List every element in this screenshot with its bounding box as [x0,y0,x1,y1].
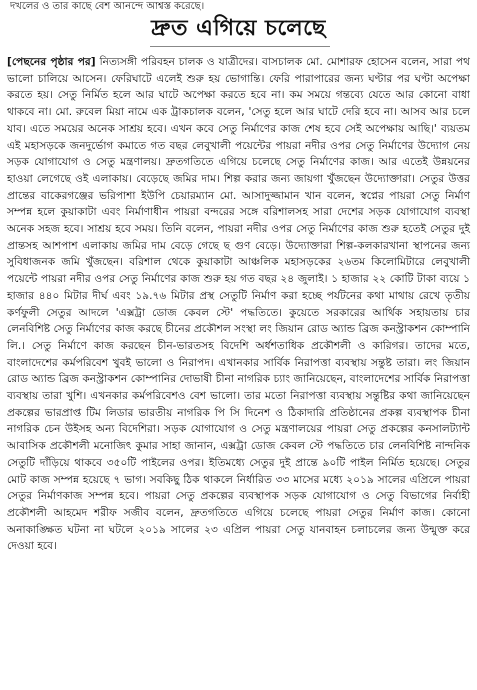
previous-column-line: দখলের ও তার কাছে বেশ আনন্দে আশ্বস্ত করেছে। [10,1,205,12]
article-paragraph [7,54,470,555]
article-body [7,54,470,555]
headline: দ্রুত এগিয়ে চলেছে [151,16,326,41]
headline-divider [150,46,330,47]
continuation-kicker: [পেছনের পৃষ্ঠার পর] [7,56,96,68]
article-text: নিত্যসঙ্গী পরিবহন চালক ও যাত্রীদের। বাসচালক মো. মোশারফ হোসেন বলেন, সারা পথ ভালো চালিয়ে আসেন। ফেরিঘাটে এলেই শুরু হয় ভোগান্তি। ফেরি পারাপারের জন্য ঘণ্টার পর ঘণ্টা অপেক্ষা করতে হয়। সেতু নির্মিত হলে আর ঘাটে অপেক্ষা করতে হবে না। কম সময়ে গন্তব্যে যেতে আর কোনো বাধা থাকবে না। মো. রুবেল মিয়া নামে এক ট্রাকচালক বলেন, 'সেতু হলে আর ঘাটে দেরি হবে না। আসব আর চলে যাব। এতে সময়ের অনেক সাশ্রয় হবে। এখন কবে সেতু নির্মাণের কাজ শেষ হবে সেই অপেক্ষায় আছি।' ব্যয়তম এই মহাসড়কে জনদুর্ভোগ কমাতে গত বছর লেবুখালী পয়েন্টের পায়রা নদীর ওপর সেতু নির্মাণের উদ্যোগ নেয় সড়ক যোগাযোগ ও সেতু মন্ত্রণালয়। দ্রুতগতিতে এগিয়ে চলেছে সেতু নির্মাণের কাজ। আর এতেই উন্নয়নের হাওয়া লেগেছে ওই এলাকায়। বেড়েছে জমির দাম। শিল্প করার জন্য জায়গা খুঁজছেন উদ্যোক্তারা। সেতুর উত্তর প্রান্তের বাকেরগঞ্জের ভরিপাশা ইউপি চেয়ারম্যান মো. আসাদুজ্জামান খান বলেন, স্বপ্নের পায়রা সেতু নির্মাণ সম্পন্ন হলে কুয়াকাটা এবং নির্মাণাধীন পায়রা বন্দরের সঙ্গে বরিশালসহ সারা দেশের সড়ক যোগাযোগ ব্যবস্থা অনেক সহজ হবে। সাশ্রয় হবে সময়। তিনি বলেন, পায়রা নদীর ওপর সেতু নির্মাণের কাজ শুরু হতেই সেতুর দুই প্রান্তসহ আশপাশ এলাকায় জমির দাম বেড়ে গেছে ছ গুণ বেড়ে। উদ্যোক্তারা শিল্প-কলকারখানা স্থাপনের জন্য সুবিধাজনক জমি খুঁজছেন। বরিশাল থেকে কুয়াকাটা আঞ্চলিক মহাসড়কের ২৬তম কিলোমিটারে লেবুখালী পয়েন্টে পায়রা নদীর ওপর সেতু নির্মাণের কাজ শুরু হয় গত বছর ২৪ জুলাই। ১ হাজার ২২ কোটি টাকা ব্যয়ে ১ হাজার ৪৪০ মিটার দীর্ঘ এবং ১৯.৭৬ মিটার প্রস্থ সেতুটি নির্মাণ করা হচ্ছে পর্যটনের কথা মাথায় রেখে তৃতীয় কর্ণফুলী সেতুর আদলে 'এক্সট্রা ডোজ কেবল স্টে' পদ্ধতিতে। কুয়েতে সরকারের আর্থিক সহায়তায় চার লেনবিশিষ্ট সেতু নির্মাণের কাজ করছে চীনের প্রকৌশল সংস্থা লং জিয়ান রোড অ্যান্ড ব্রিজ কনস্ট্রাকশন কোম্পানি লি.। সেতু নির্মাণে কাজ করছেন চীন-ভারতসহ বিদেশি অর্ধশতাধিক প্রকৌশলী ও কারিগর। তাদের মতে, বাংলাদেশের কর্মপরিবেশ খুবই ভালো ও নিরাপদ। এখানকার সার্বিক নিরাপত্তা ব্যবস্থায় সন্তুষ্ট তারা। লং জিয়ান রোড অ্যান্ড ব্রিজ কনস্ট্রাকশন কোম্পানির দোভাষী চীনা নাগরিক চ্যাং জানিয়েছেন, বাংলাদেশের সার্বিক নিরাপত্তা ব্যবস্থায় তারা খুশি। এখনকার কর্মপরিবেশও বেশ ভালো। তার মতো নিরাপত্তা ব্যবস্থায় সন্তুষ্টির কথা জানিয়েছেন প্রকল্পের ভারপ্রাপ্ত টিম লিডার ভারতীয় নাগরিক পি সি দিনেশ ও ঠিকাদারি প্রতিষ্ঠানের প্রকল্প ব্যবস্থাপক চীনা নাগরিক চেন উইসহ অন্য বিদেশিরা। সড়ক যোগাযোগ ও সেতু মন্ত্রণালয়ের পায়রা সেতু প্রকল্পের কনসালট্যান্ট আবাসিক প্রকৌশলী মনোজিৎ কুমার সাহা জানান, এক্সট্রা ডোজ কেবল স্টে পদ্ধতিতে চার লেনবিশিষ্ট নান্দনিক সেতুটি দাঁড়িয়ে থাকবে ৩৫০টি পাইলের ওপর। ইতিমধ্যে সেতুর দুই প্রান্তে ৯০টি পাইল নির্মিত হয়েছে। সেতুর মোট কাজ সম্পন্ন হয়েছে ৭ ভাগ। সবকিছু ঠিক থাকলে নির্ধারিত ৩৩ মাসের মধ্যে ২০১৯ সালের এপ্রিলে পায়রা সেতুর নির্মাণকাজ সম্পন্ন হবে। পায়রা সেতু প্রকল্পের ব্যবস্থাপক সড়ক যোগাযোগ ও সেতু বিভাগের নির্বাহী প্রকৌশলী আহমেদ শরীফ সজীব বলেন, দ্রুতগতিতে এগিয়ে চলেছে পায়রা সেতুর নির্মাণ কাজ। কোনো অনাকাঙ্ক্ষিত ঘটনা না ঘটলে ২০১৯ সালের ২৩ এপ্রিল পায়রা সেতু যানবাহন চলাচলের জন্য উন্মুক্ত করে দেওয়া হবে। [7,56,470,553]
